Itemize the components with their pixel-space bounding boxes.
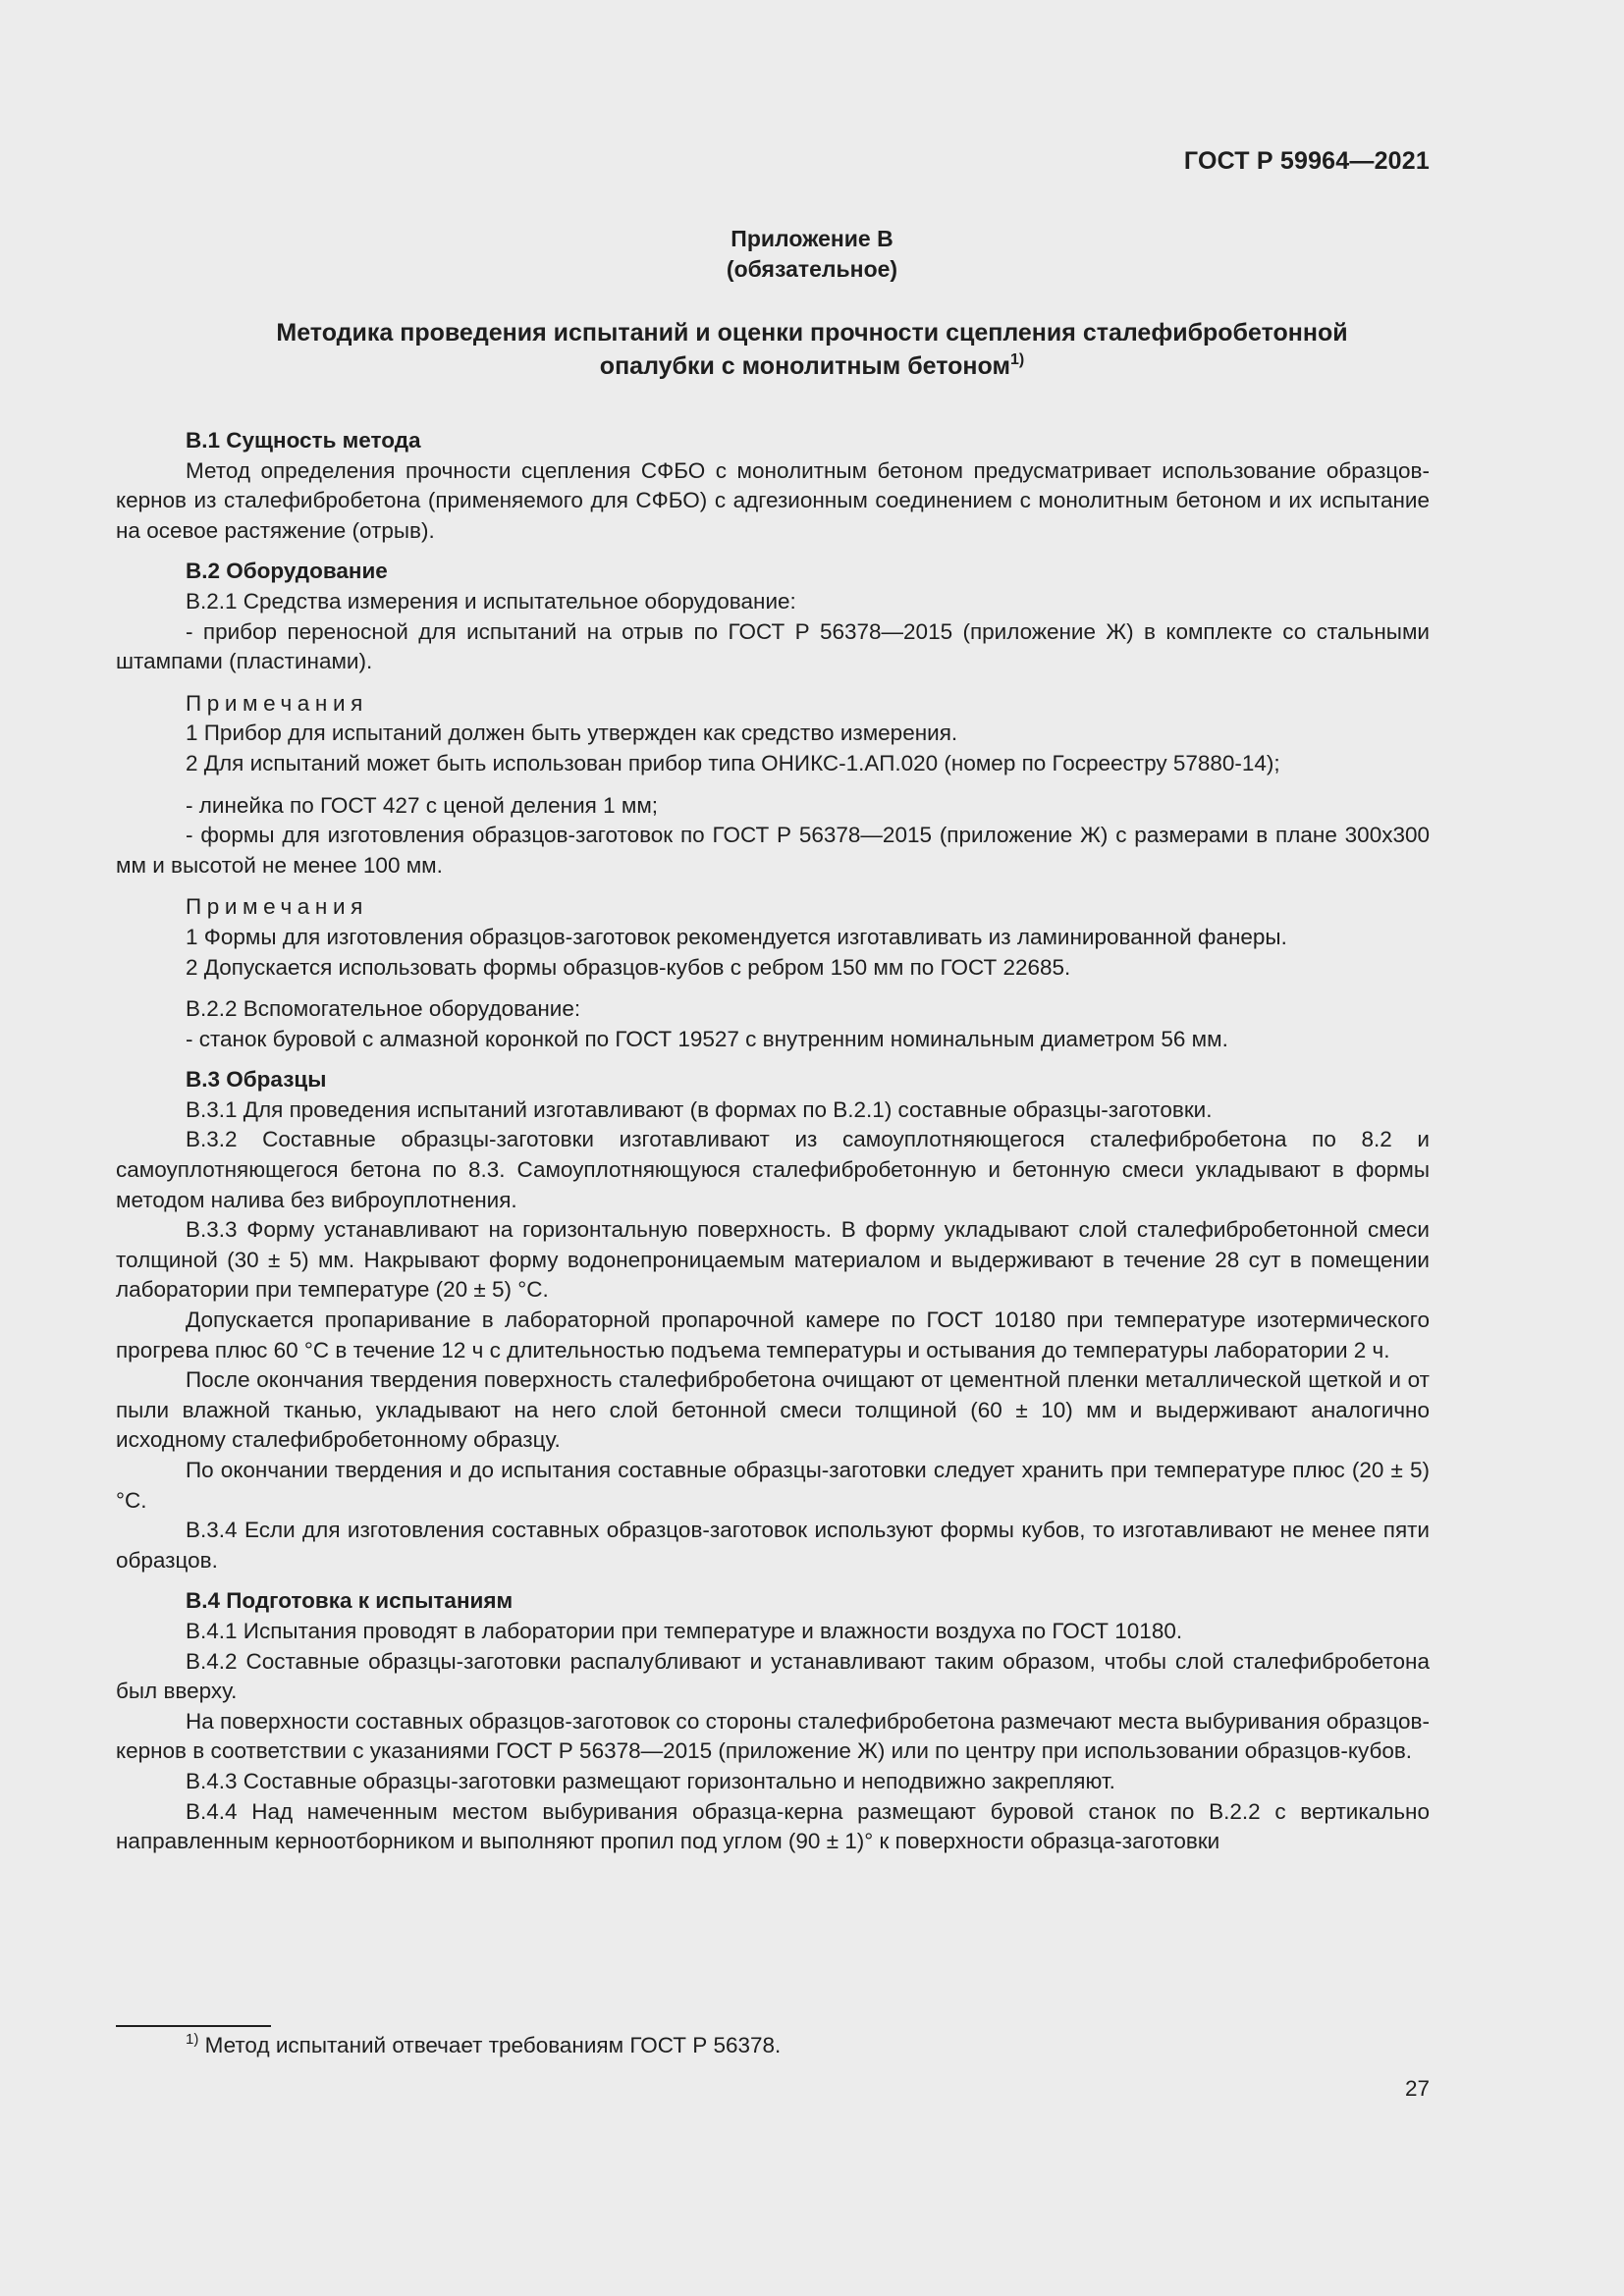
paragraph: Допускается пропаривание в лабораторной пропарочной камере по ГОСТ 10180 при температуре изотермического прогрева плюс 60 °С в течение 12 ч с длительностью подъема температуры и остывания до температуры лаборатории 2 ч. <box>116 1308 1430 1362</box>
section-heading-b4: В.4 Подготовка к испытаниям <box>186 1588 514 1614</box>
note-item: 1 Прибор для испытаний должен быть утвержден как средство измерения. <box>186 721 958 746</box>
appendix-heading <box>0 224 1624 285</box>
page-number: 27 <box>1404 2076 1430 2101</box>
list-item: - линейка по ГОСТ 427 с ценой деления 1 мм; <box>186 792 659 818</box>
notes-heading: Примечания <box>186 894 368 920</box>
paragraph: В.4.3 Составные образцы-заготовки размещают горизонтально и неподвижно закрепляют. <box>186 1768 1115 1793</box>
paragraph: В.4.2 Составные образцы-заготовки распалубливают и устанавливают таким образом, чтобы слой сталефибробетона был вверху. <box>116 1648 1430 1704</box>
note-item: 2 Для испытаний может быть использован прибор типа ОНИКС-1.АП.020 (номер по Госреестру 57880-14); <box>186 750 1280 775</box>
paragraph: В.2.1 Средства измерения и испытательное оборудование: <box>186 588 796 614</box>
footnote-mark: 1) <box>186 2031 199 2048</box>
list-item: - прибор переносной для испытаний на отрыв по ГОСТ Р 56378—2015 (приложение Ж) в комплекте со стальными штампами (пластинами). <box>116 618 1430 674</box>
footnote-reference: 1) <box>1009 351 1025 368</box>
document-title <box>118 316 1506 383</box>
list-item: - станок буровой с алмазной коронкой по ГОСТ 19527 с внутренним номинальным диаметром 56 мм. <box>186 1026 1228 1051</box>
paragraph: В.2.2 Вспомогательное оборудование: <box>186 996 581 1022</box>
section-heading-b2: В.2 Оборудование <box>186 559 388 584</box>
paragraph: В.3.4 Если для изготовления составных образцов-заготовок используют формы кубов, то изготавливают не менее пяти образцов. <box>116 1518 1430 1573</box>
paragraph: После окончания твердения поверхность сталефибробетона очищают от цементной пленки металлической щеткой и от пыли влажной тканью, укладывают на него слой бетонной смеси толщиной (60 ± 10) мм и выдерживают аналогично исходному сталефибробетонному образцу. <box>116 1367 1430 1453</box>
paragraph: В.3.2 Составные образцы-заготовки изготавливают из самоуплотняющегося сталефибробетона по 8.2 и самоуплотняющегося бетона по 8.3. Самоуплотняющуюся сталефибробетонную и бетонную смеси укладывают в формы методом налива без виброуплотнения. <box>116 1127 1430 1212</box>
note-item: 1 Формы для изготовления образцов-заготовок рекомендуется изготавливать из ламинированной фанеры. <box>186 924 1287 949</box>
appendix-title: Приложение В <box>731 226 893 251</box>
footnote-text: Метод испытаний отвечает требованиям ГОСТ Р 56378. <box>204 2033 782 2057</box>
document-title-line-1: Методика проведения испытаний и оценки прочности сцепления сталефибробетонной <box>276 319 1348 347</box>
document-body <box>116 426 1430 1857</box>
note-item: 2 Допускается использовать формы образцов-кубов с ребром 150 мм по ГОСТ 22685. <box>186 954 1071 980</box>
standard-code: ГОСТ Р 59964—2021 <box>1183 147 1430 175</box>
appendix-status: (обязательное) <box>726 256 898 282</box>
section-heading-b1: В.1 Сущность метода <box>186 428 421 453</box>
paragraph: Метод определения прочности сцепления СФБО с монолитным бетоном предусматривает использование образцов-кернов из сталефибробетона (применяемого для СФБО) с адгезионным соединением с монолитным бетоном и их испытание на осевое растяжение (отрыв). <box>116 457 1430 543</box>
paragraph: В.3.3 Форму устанавливают на горизонтальную поверхность. В форму укладывают слой сталефибробетонной смеси толщиной (30 ± 5) мм. Накрывают форму водонепроницаемым материалом и выдерживают в течение 28 сут в помещении лаборатории при температуре (20 ± 5) °С. <box>116 1217 1430 1303</box>
list-item: - формы для изготовления образцов-заготовок по ГОСТ Р 56378—2015 (приложение Ж) с размерами в плане 300х300 мм и высотой не менее 100 мм. <box>116 823 1430 878</box>
footnote-divider <box>116 2025 271 2027</box>
notes-heading: Примечания <box>186 690 368 716</box>
footnote <box>186 2031 781 2060</box>
document-title-text: опалубки с монолитным бетоном <box>599 352 1010 380</box>
paragraph: В.4.4 Над намеченным местом выбуривания образца-керна размещают буровой станок по В.2.2 с вертикально направленным керноотборником и выполняют пропил под углом (90 ± 1)° к поверхности образца-заготовки <box>116 1798 1430 1854</box>
paragraph: На поверхности составных образцов-заготовок со стороны сталефибробетона размечают места выбуривания образцов-кернов в соответствии с указаниями ГОСТ Р 56378—2015 (приложение Ж) или по центру при использовании образцов-кубов. <box>116 1708 1430 1764</box>
section-heading-b3: В.3 Образцы <box>186 1067 327 1093</box>
paragraph: По окончании твердения и до испытания составные образцы-заготовки следует хранить при температуре плюс (20 ± 5) °С. <box>116 1458 1430 1513</box>
document-title-line-2 <box>118 349 1506 383</box>
paragraph: В.3.1 Для проведения испытаний изготавливают (в формах по В.2.1) составные образцы-заготовки. <box>186 1096 1213 1122</box>
paragraph: В.4.1 Испытания проводят в лаборатории при температуре и влажности воздуха по ГОСТ 10180. <box>186 1618 1183 1643</box>
